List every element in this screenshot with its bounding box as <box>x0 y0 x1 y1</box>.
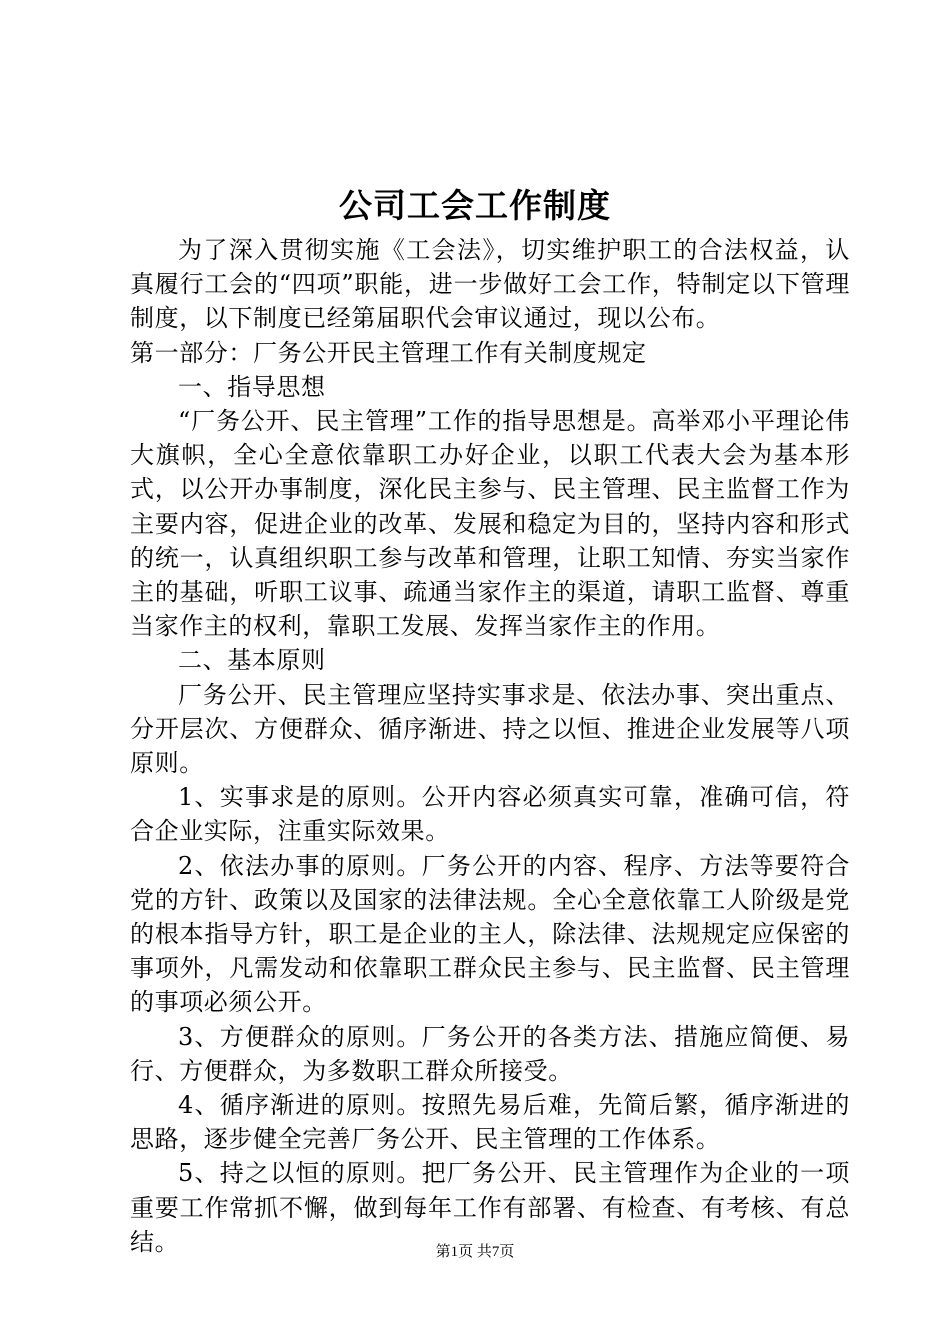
paragraph-principle-1: 1、实事求是的原则。公开内容必须真实可靠，准确可信，符合企业实际，注重实际效果。 <box>130 783 850 846</box>
paragraph-principle-4: 4、循序渐进的原则。按照先易后难，先简后繁，循序渐进的思路，逐步健全完善厂务公开、民主管理的工作体系。 <box>130 1091 850 1154</box>
section-heading-part-one: 第一部分：厂务公开民主管理工作有关制度规定 <box>130 338 647 367</box>
paragraph-principle-3: 3、方便群众的原则。厂务公开的各类方法、措施应简便、易行、方便群众，为多数职工群众所接受。 <box>130 1022 850 1085</box>
subheading-basic-principles: 二、基本原则 <box>178 646 326 675</box>
paragraph-basic-principles: 厂务公开、民主管理应坚持实事求是、依法办事、突出重点、分开层次、方便群众、循序渐进、持之以恒、推进企业发展等八项原则。 <box>130 680 850 778</box>
page-footer: 第1页 共7页 <box>435 1244 515 1260</box>
document-title: 公司工会工作制度 <box>339 186 611 225</box>
paragraph-guiding-ideology: “厂务公开、民主管理”工作的指导思想是。高举邓小平理论伟大旗帜，全心全意依靠职工办好企业，以职工代表大会为基本形式，以公开办事制度，深化民主参与、民主管理、民主监督工作为主要内容，促进企业的改革、发展和稳定为目的，坚持内容和形式的统一，认真组织职工参与改革和管理，让职工知情、夯实当家作主的基础，听职工议事、疏通当家作主的渠道，请职工监督、尊重当家作主的权利，靠职工发展、发挥当家作主的作用。 <box>130 407 850 641</box>
subheading-guiding-ideology: 一、指导思想 <box>178 372 326 401</box>
document-body <box>130 233 850 1259</box>
paragraph-intro: 为了深入贯彻实施《工会法》，切实维护职工的合法权益，认真履行工会的“四项”职能，进一步做好工会工作，特制定以下管理制度，以下制度已经第届职代会审议通过，现以公布。 <box>130 236 850 333</box>
paragraph-principle-2: 2、依法办事的原则。厂务公开的内容、程序、方法等要符合党的方针、政策以及国家的法律法规。全心全意依靠工人阶级是党的根本指导方针，职工是企业的主人，除法律、法规规定应保密的事项外，凡需发动和依靠职工群众民主参与、民主监督、民主管理的事项必须公开。 <box>130 851 850 1017</box>
paragraph-principle-5: 5、持之以恒的原则。把厂务公开、民主管理作为企业的一项重要工作常抓不懈，做到每年工作有部署、有检查、有考核、有总结。 <box>130 1159 850 1256</box>
